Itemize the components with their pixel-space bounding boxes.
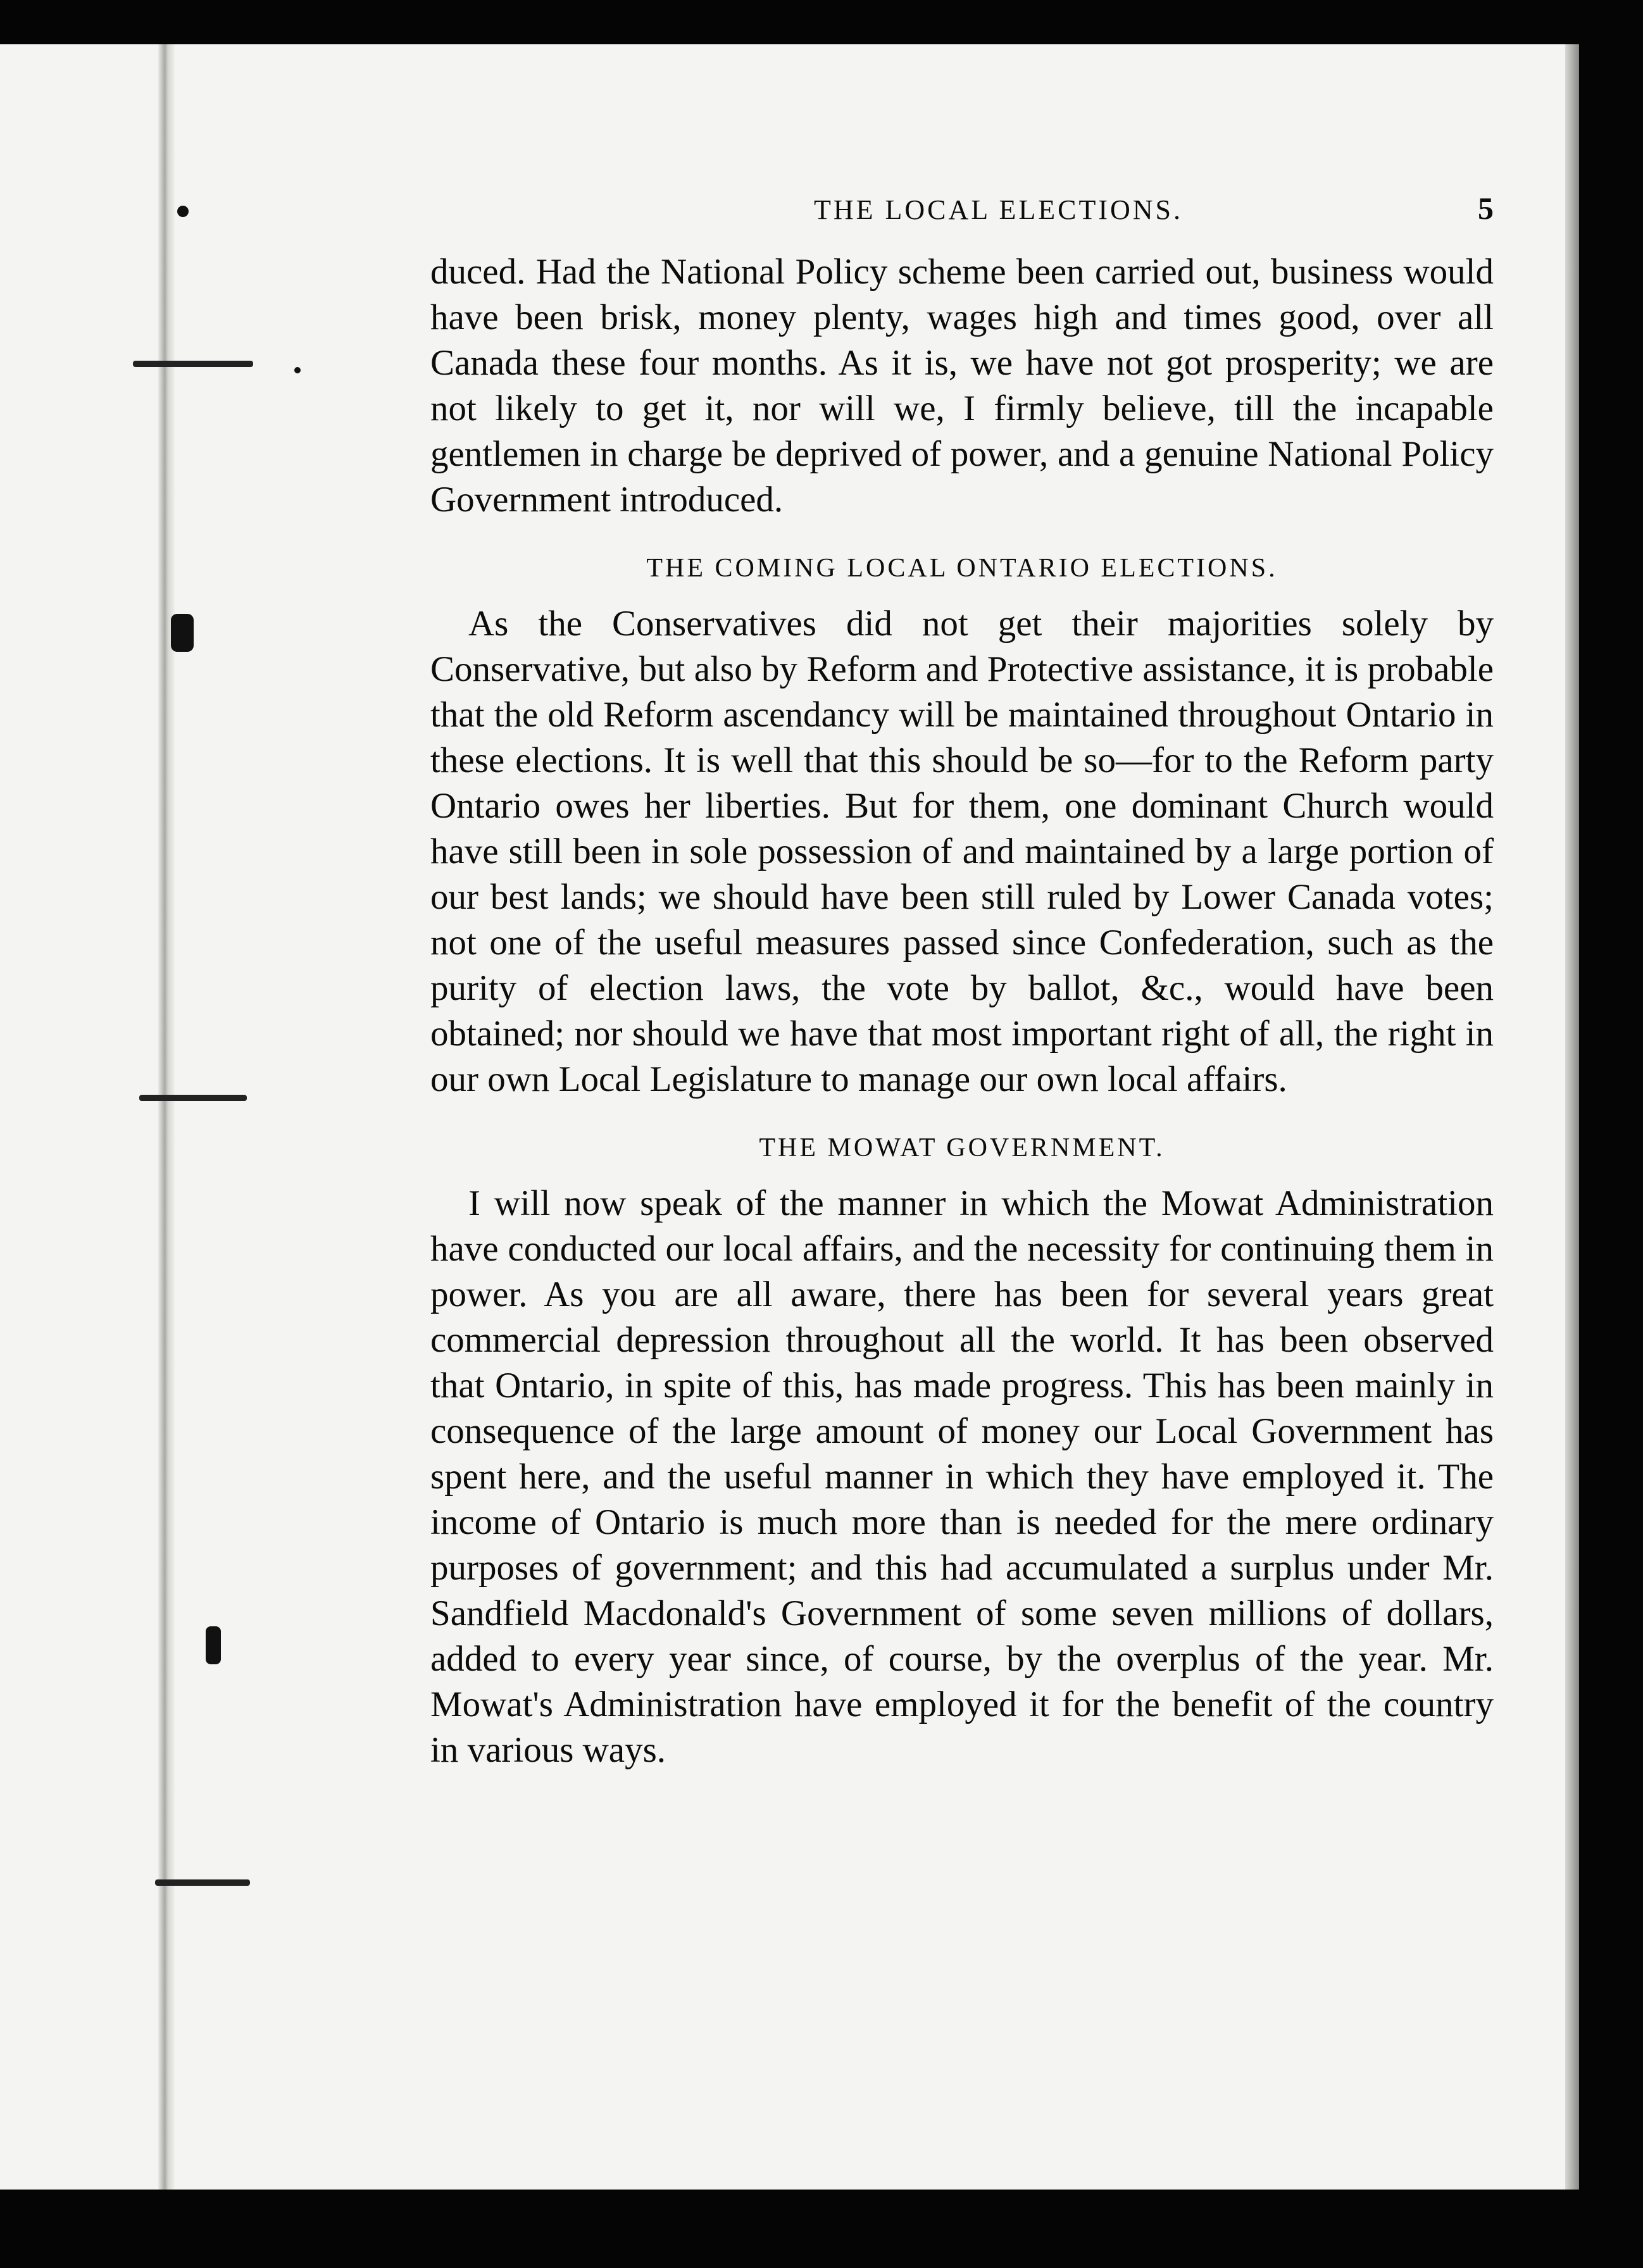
running-head [430,190,1494,227]
binding-stitch [155,1879,250,1886]
binding-stitch [139,1095,247,1101]
section-heading: THE MOWAT GOVERNMENT. [759,1133,1165,1162]
binding-hole [171,614,194,652]
binding-stitch [133,361,253,367]
paragraph: duced. Had the National Policy scheme been carried out, business would have been brisk, money plenty, wages high and times good, over all Canada these four months. As it is, we have not got prosperity; we are not likely to get it, nor will we, I firmly believe, till the incapable gentlemen in charge be deprived of power, and a genuine National Policy Government introduced. [430,252,1494,520]
page-text [430,190,1494,1773]
binding-hole [294,367,301,373]
book-page [0,44,1579,2190]
paragraph: As the Conservatives did not get their majorities solely by Conservative, but also by Reform and Protective assistance, it is probable that the old Reform ascendancy will be maintained throughout Ontario in these elections. It is well that this should be so—for to the Reform party Ontario owes her liberties. But for them, one dominant Church would have still been in sole possession of and maintained by a large portion of our best lands; we should have been still ruled by Lower Canada votes; not one of the useful measures passed since Confederation, such as the purity of election laws, the vote by ballot, &c., would have been obtained; nor should we have that most important right of all, the right in our own Local Legislature to manage our own local affairs. [430,604,1494,1099]
paragraph: I will now speak of the manner in which the Mowat Administration have conducted our local affairs, and the necessity for continuing them in power. As you are all aware, there has been for several years great commercial depression throughout all the world. It has been observed that Ontario, in spite of this, has made progress. This has been mainly in consequence of the large amount of money our Local Government has spent here, and the useful manner in which they have employed it. The income of Ontario is much more than is needed for the mere ordinary purposes of government; and this had accumulated a surplus under Mr. Sandfield Macdonald's Government of some seven millions of dollars, added to every year since, of course, by the overplus of the year. Mr. Mowat's Administration have employed it for the benefit of the country in various ways. [430,1183,1494,1770]
page-edge [1565,44,1579,2190]
page-number: 5 [1478,190,1494,226]
binding-hole [206,1626,221,1664]
section-heading: THE COMING LOCAL ONTARIO ELECTIONS. [646,554,1278,583]
binding-hole [177,206,189,217]
running-head-title: THE LOCAL ELECTIONS. [813,194,1184,225]
